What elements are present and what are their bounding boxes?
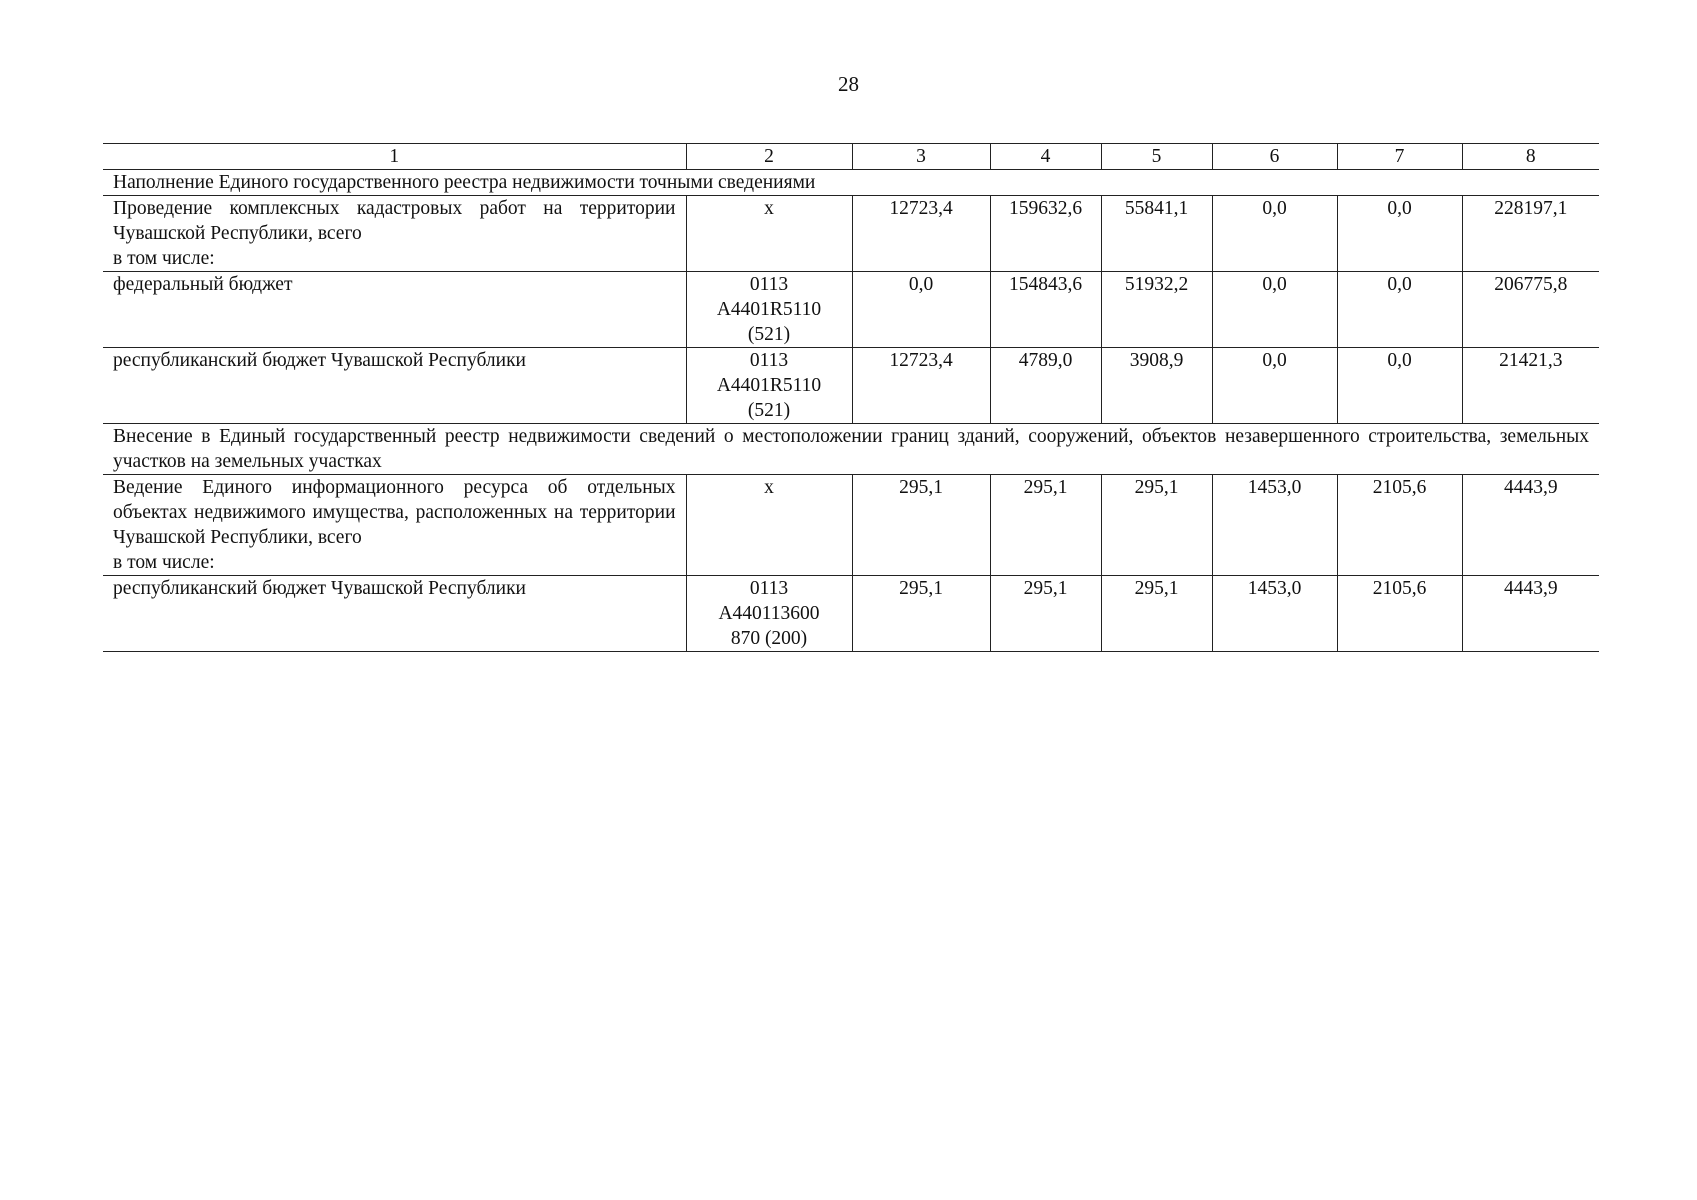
- value-cell: 295,1: [990, 475, 1101, 576]
- budget-code-line: х: [764, 477, 774, 498]
- budget-code-line: 0113: [749, 274, 789, 295]
- column-number: 2: [686, 144, 852, 170]
- value-cell: 206775,8: [1462, 272, 1599, 348]
- column-number: 6: [1212, 144, 1337, 170]
- value-cell: 0,0: [1212, 348, 1337, 424]
- row-name-cell: [103, 576, 686, 652]
- budget-code-line: А4401R5110: [716, 375, 822, 396]
- value-cell: 55841,1: [1101, 196, 1212, 272]
- value-cell: 154843,6: [990, 272, 1101, 348]
- budget-code-line: А440113600: [718, 603, 820, 624]
- value-cell: 1453,0: [1212, 576, 1337, 652]
- column-number: 8: [1462, 144, 1599, 170]
- value-cell: 0,0: [1212, 272, 1337, 348]
- row-name-cell: [103, 475, 686, 576]
- value-cell: 1453,0: [1212, 475, 1337, 576]
- budget-code-cell: [686, 576, 852, 652]
- table-body: [103, 144, 1599, 652]
- value-cell: 0,0: [1212, 196, 1337, 272]
- value-cell: 0,0: [1337, 348, 1462, 424]
- row-name: республиканский бюджет Чувашской Республики: [113, 350, 526, 371]
- budget-code-line: 870 (200): [730, 628, 808, 649]
- row-name-cell: [103, 348, 686, 424]
- row-name: Ведение Единого информационного ресурса об отдельных объектах недвижимого имущества, расположенных на территории Чувашской Республики, всего: [113, 477, 676, 548]
- value-cell: 51932,2: [1101, 272, 1212, 348]
- value-cell: 295,1: [852, 576, 990, 652]
- section-row: [103, 424, 1599, 475]
- row-name: федеральный бюджет: [113, 274, 293, 295]
- table-row: [103, 272, 1599, 348]
- value-cell: 295,1: [852, 475, 990, 576]
- value-cell: 21421,3: [1462, 348, 1599, 424]
- column-number-row: [103, 144, 1599, 170]
- column-number: 3: [852, 144, 990, 170]
- value-cell: 295,1: [1101, 576, 1212, 652]
- value-cell: 295,1: [990, 576, 1101, 652]
- budget-table: [103, 143, 1599, 652]
- value-cell: 4443,9: [1462, 576, 1599, 652]
- column-number: 7: [1337, 144, 1462, 170]
- column-number: 1: [103, 144, 686, 170]
- value-cell: 159632,6: [990, 196, 1101, 272]
- table-row: [103, 196, 1599, 272]
- row-name-cell: [103, 272, 686, 348]
- value-cell: 0,0: [1337, 272, 1462, 348]
- value-cell: 12723,4: [852, 348, 990, 424]
- section-title: Наполнение Единого государственного реестра недвижимости точными сведениями: [103, 170, 1599, 196]
- section-title: Внесение в Единый государственный реестр недвижимости сведений о местоположении границ зданий, сооружений, объектов незавершенного строительства, земельных участков на земельных участках: [103, 424, 1599, 475]
- budget-code-line: х: [764, 198, 774, 219]
- budget-code-cell: [686, 272, 852, 348]
- table-row: [103, 475, 1599, 576]
- budget-code-cell: [686, 475, 852, 576]
- row-subtitle: в том числе:: [113, 248, 215, 269]
- value-cell: 0,0: [1337, 196, 1462, 272]
- page-number: 28: [838, 72, 859, 96]
- value-cell: 2105,6: [1337, 576, 1462, 652]
- table-row: [103, 348, 1599, 424]
- column-number: 5: [1101, 144, 1212, 170]
- value-cell: 295,1: [1101, 475, 1212, 576]
- budget-code-line: А4401R5110: [716, 299, 822, 320]
- section-row: [103, 170, 1599, 196]
- value-cell: 2105,6: [1337, 475, 1462, 576]
- budget-code-cell: [686, 196, 852, 272]
- budget-code-line: 0113: [749, 578, 789, 599]
- value-cell: 0,0: [852, 272, 990, 348]
- row-name: республиканский бюджет Чувашской Республики: [113, 578, 526, 599]
- value-cell: 228197,1: [1462, 196, 1599, 272]
- value-cell: 12723,4: [852, 196, 990, 272]
- budget-code-line: (521): [747, 400, 791, 421]
- value-cell: 4789,0: [990, 348, 1101, 424]
- budget-code-line: (521): [747, 324, 791, 345]
- value-cell: 3908,9: [1101, 348, 1212, 424]
- column-number: 4: [990, 144, 1101, 170]
- budget-code-line: 0113: [749, 350, 789, 371]
- row-name-cell: [103, 196, 686, 272]
- row-subtitle: в том числе:: [113, 552, 215, 573]
- row-name: Проведение комплексных кадастровых работ на территории Чувашской Республики, всего: [113, 198, 676, 244]
- budget-code-cell: [686, 348, 852, 424]
- table-row: [103, 576, 1599, 652]
- value-cell: 4443,9: [1462, 475, 1599, 576]
